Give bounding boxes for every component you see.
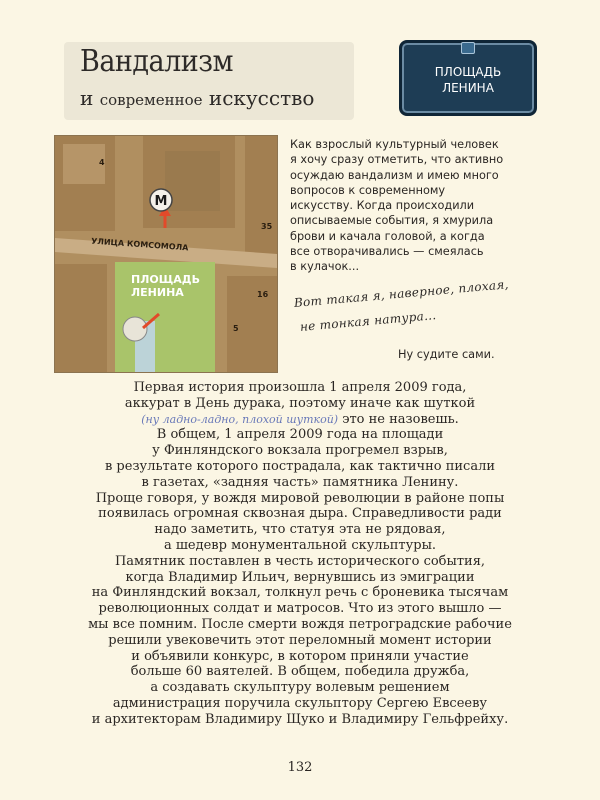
map-block-ne xyxy=(245,136,277,256)
story-line: в газетах, «задняя часть» памятника Ленину. xyxy=(141,474,459,490)
aside-line: осуждаю вандализм и имею много xyxy=(290,168,499,182)
aside-line: вопросов к современному xyxy=(290,183,446,197)
story-line: аккурат в День дурака, поэтому иначе как шуткой xyxy=(124,395,476,411)
square-label xyxy=(131,273,200,299)
page-number: 132 xyxy=(287,760,313,775)
house-number-35: 35 xyxy=(261,222,273,231)
aside-line: все отворачивались — смеялась xyxy=(290,245,484,259)
story-line-rest: это не назовешь. xyxy=(338,411,459,427)
house-number-16: 16 xyxy=(257,290,269,299)
handwritten-note-line1: Вот такая я, наверное, плохая, xyxy=(293,277,510,310)
street-sign-line1: ПЛОЩАДЬ xyxy=(434,65,502,79)
story-line: и архитекторам Владимиру Щуко и Владимиру Гельфрейху. xyxy=(91,711,509,727)
story-line: а шедевр монументальной скульптуры. xyxy=(163,537,437,553)
subtitle-word-and: и xyxy=(80,86,94,110)
page-title: Вандализм xyxy=(80,44,233,79)
story-line: революционных солдат и матросов. Что из этого вышло — xyxy=(98,601,502,617)
aside-line: я хочу сразу отметить, что активно xyxy=(290,153,504,167)
aside-line: искусству. Когда происходили xyxy=(290,199,475,213)
aside-line: описываемые события, я хмурила xyxy=(290,214,494,228)
aside-line: брови и качала головой, а когда xyxy=(290,229,485,243)
story-line: когда Владимир Ильич, вернувшись из эмиграции xyxy=(125,569,475,585)
story-line: больше 60 ваятелей. В общем, победила дружба, xyxy=(130,664,470,680)
metro-glyph: М xyxy=(154,194,168,209)
story-line: мы все помним. После смерти вождя петроградские рабочие xyxy=(88,616,512,632)
story-line: В общем, 1 апреля 2009 года на площади xyxy=(156,427,444,443)
story-aside-blue: (ну ладно-ладно, плохой шуткой) xyxy=(141,412,339,426)
monument-marker xyxy=(123,317,147,341)
story-line: надо заметить, что статуя эта не рядовая, xyxy=(154,522,446,538)
story-line: появилась огромная сквозная дыра. Справедливости ради xyxy=(98,506,502,522)
aside-line: Как взрослый культурный человек xyxy=(290,138,499,151)
story-line: решили увековечить этот переломный момент истории xyxy=(108,632,492,648)
map-block-sw xyxy=(55,264,107,372)
street-sign-line2: ЛЕНИНА xyxy=(442,81,494,95)
story-line: Памятник поставлен в честь исторического события, xyxy=(114,553,486,569)
story-line: Проще говоря, у вождя мировой революции в районе попы xyxy=(95,490,505,506)
map-building xyxy=(165,151,220,211)
story-line xyxy=(70,412,530,428)
main-story xyxy=(70,380,530,728)
map-drawing xyxy=(55,136,277,372)
story-line: на Финляндский вокзал, толкнул речь с броневика тысячам xyxy=(91,585,509,601)
house-number-5: 5 xyxy=(233,324,239,333)
house-number-4: 4 xyxy=(99,158,105,167)
square-label-line1: ПЛОЩАДЬ xyxy=(131,273,200,286)
square-label-line2: ЛЕНИНА xyxy=(131,286,184,299)
aside-closing: Ну судите сами. xyxy=(398,348,495,361)
area-map xyxy=(54,135,278,373)
page-subtitle xyxy=(80,86,314,110)
street-sign-text xyxy=(402,64,534,96)
story-line: и объявили конкурс, в котором приняли участие xyxy=(131,648,469,664)
story-line: Первая история произошла 1 апреля 2009 года, xyxy=(133,380,467,395)
city-emblem-icon xyxy=(461,42,475,54)
story-line: у Финляндского вокзала прогремел взрыв, xyxy=(152,443,448,459)
aside-line: в кулачок... xyxy=(290,260,360,274)
street-label: УЛИЦА КОМСОМОЛА xyxy=(90,236,189,253)
author-aside xyxy=(290,137,536,275)
subtitle-word-art: искусство xyxy=(208,86,315,110)
story-line: а создавать скульптуру волевым решением xyxy=(150,680,450,696)
handwritten-note-line2: не тонкая натура... xyxy=(299,308,437,334)
subtitle-word-modern: современное xyxy=(99,91,203,109)
street-sign xyxy=(399,40,537,116)
story-line: администрация поручила скульптору Сергею Евсееву xyxy=(112,695,488,711)
story-line: в результате которого пострадала, как тактично писали xyxy=(104,458,495,474)
